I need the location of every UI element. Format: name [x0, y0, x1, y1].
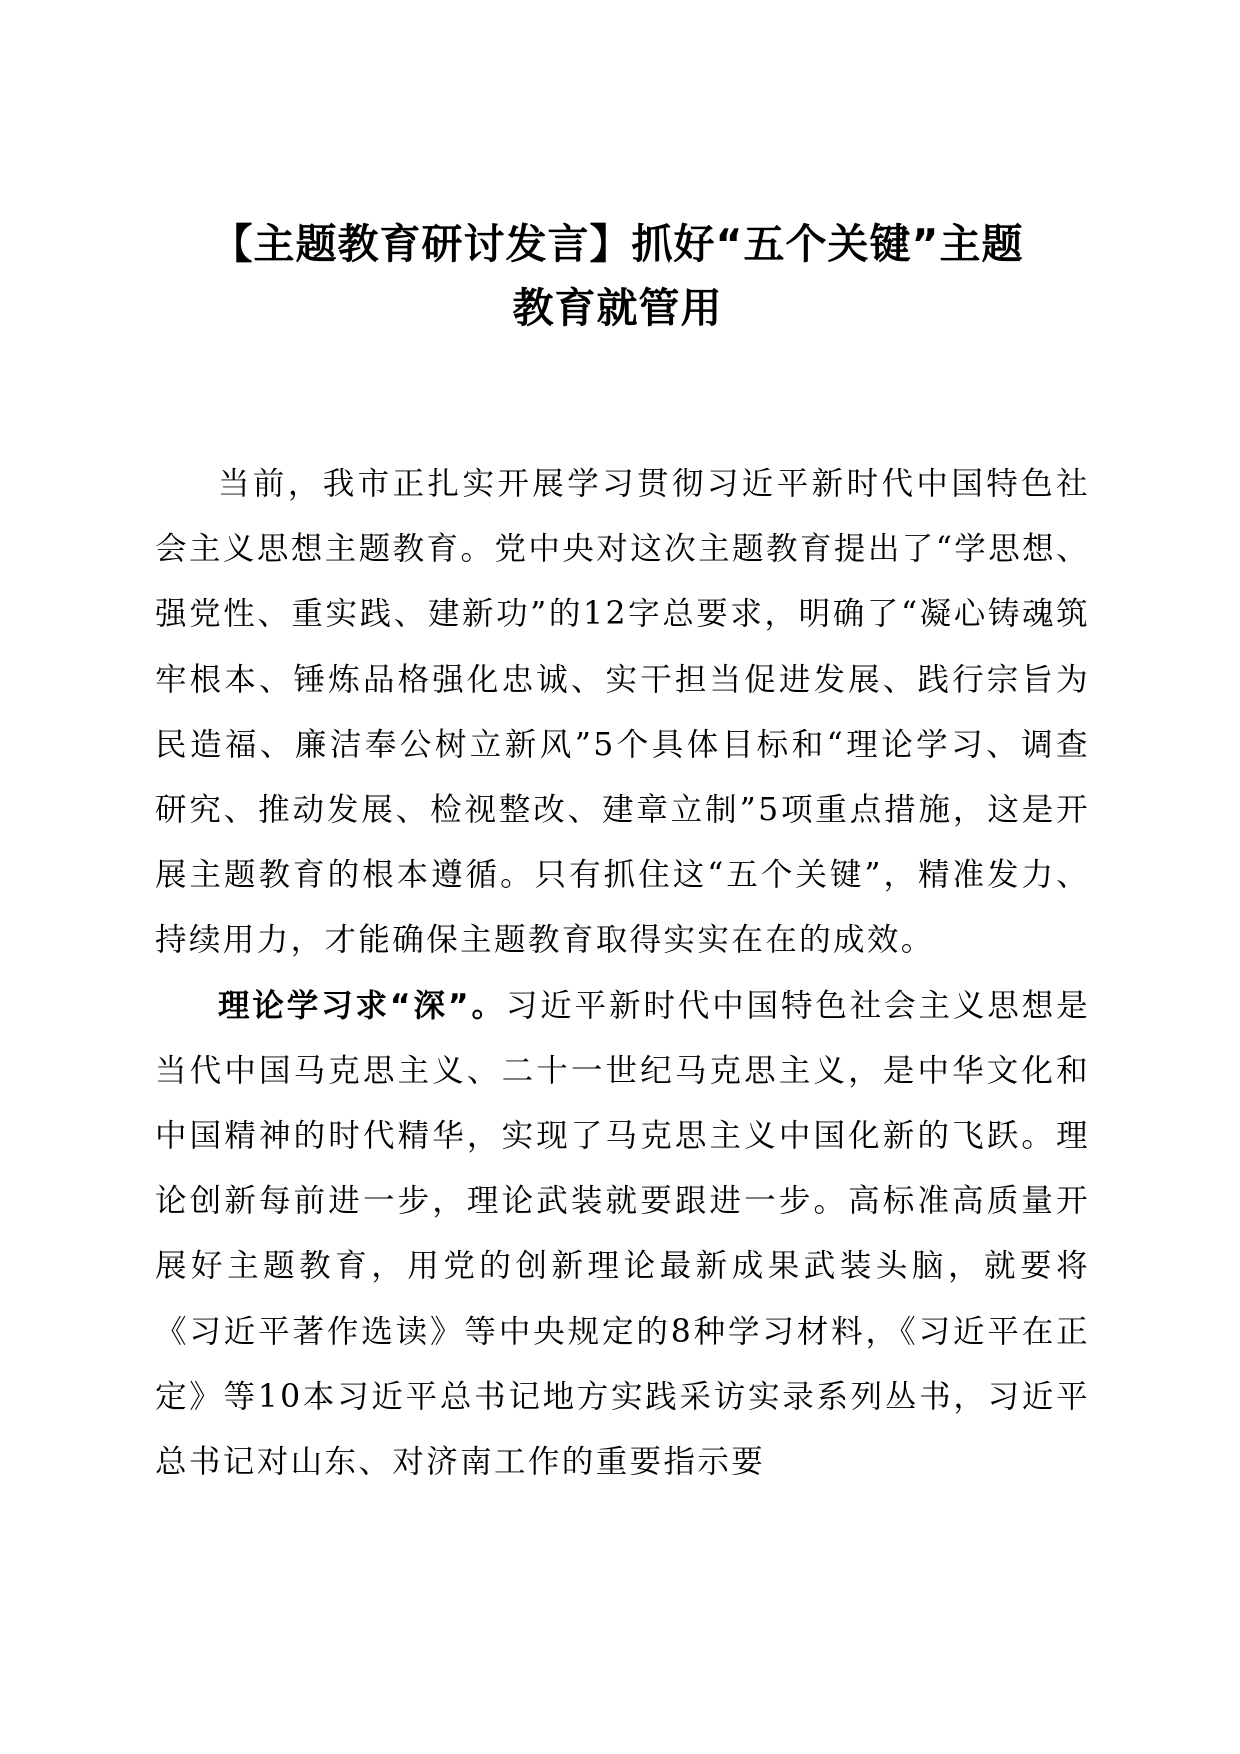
title-line-2: 教育就管用	[512, 284, 723, 332]
document-body	[155, 452, 1090, 1495]
title-line-1: 【主题教育研讨发言】抓好“五个关键”主题	[211, 220, 1024, 268]
paragraph-text: 习近平新时代中国特色社会主义思想是当代中国马克思主义、二十一世纪马克思主义，是中华文化和中国精神的时代精华，实现了马克思主义中国化新的飞跃。理论创新每前进一步，理论武装就要跟进一步。高标准高质量开展好主题教育，用党的创新理论最新成果武装头脑，就要将《习近平著作选读》等中央规定的8种学习材料，《习近平在正定》等10本习近平总书记地方实践采访实录系列丛书，习近平总书记对山东、对济南工作的重要指示要	[155, 987, 1090, 1481]
paragraph-intro: 当前，我市正扎实开展学习贯彻习近平新时代中国特色社会主义思想主题教育。党中央对这次主题教育提出了“学思想、强党性、重实践、建新功”的12字总要求，明确了“凝心铸魂筑牢根本、锤炼品格强化忠诚、实干担当促进发展、践行宗旨为民造福、廉洁奉公树立新风”5个具体目标和“理论学习、调查研究、推动发展、检视整改、建章立制”5项重点措施，这是开展主题教育的根本遵循。只有抓住这“五个关键”，精准发力、持续用力，才能确保主题教育取得实实在在的成效。	[155, 466, 1090, 959]
paragraph-theory-study	[155, 974, 1090, 1496]
document-title	[150, 212, 1085, 340]
paragraph-heading: 理论学习求“深”。	[218, 987, 506, 1024]
